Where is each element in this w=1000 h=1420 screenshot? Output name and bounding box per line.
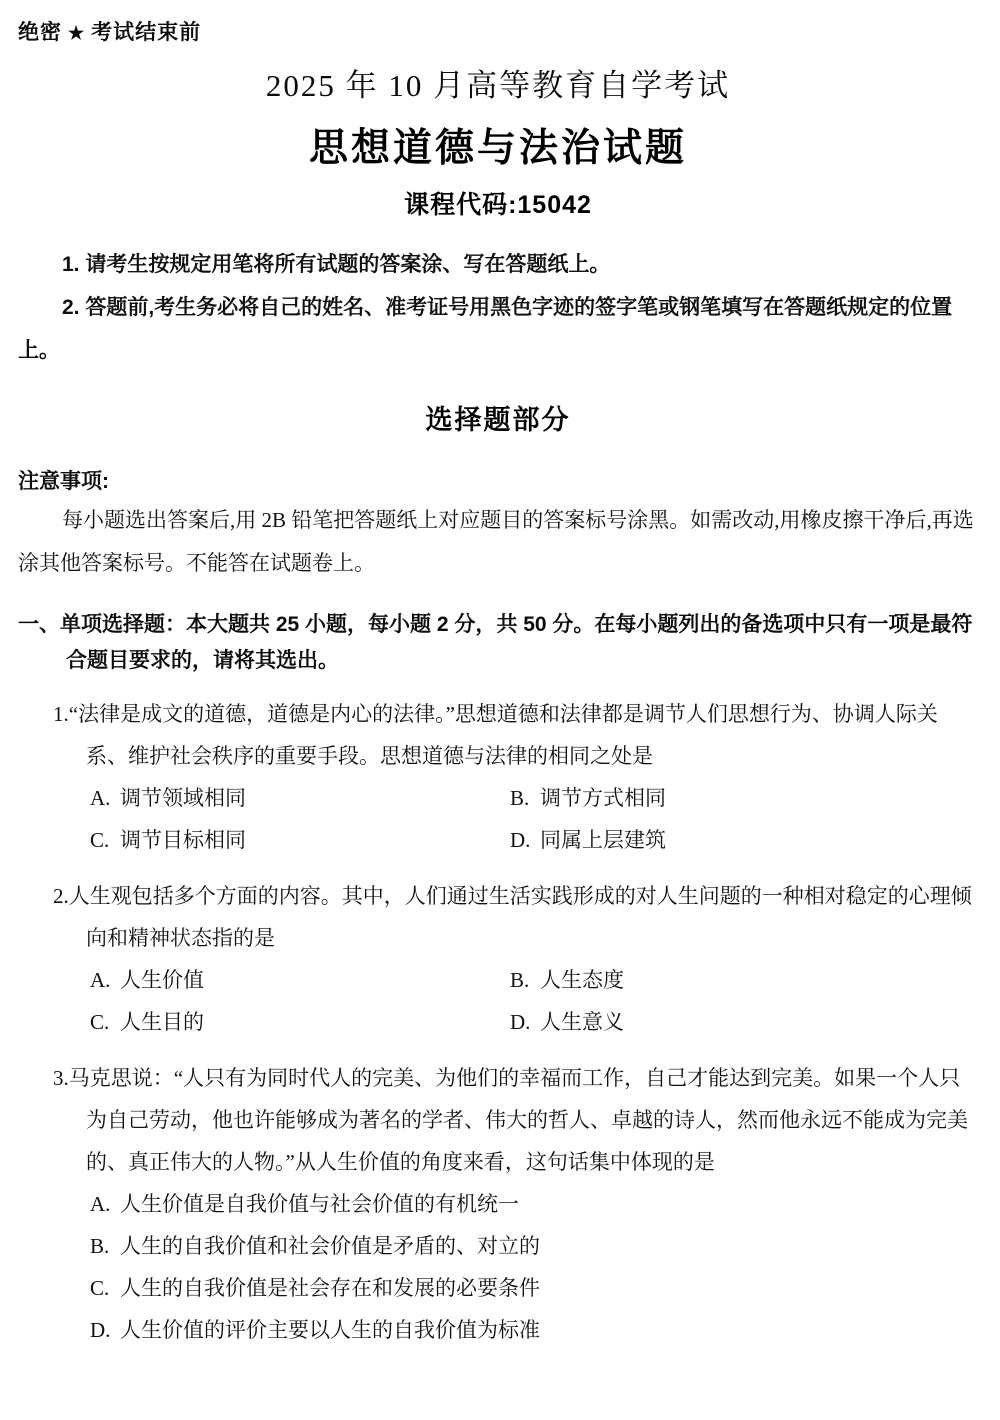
option-text: 调节领域相同: [120, 786, 246, 810]
secrecy-marker: [18, 0, 978, 46]
question-number: 3.: [53, 1066, 69, 1090]
option-row: [18, 1309, 978, 1351]
question-item: [18, 1057, 978, 1351]
question-number: 2.: [53, 884, 69, 908]
option-b[interactable]: [510, 777, 930, 819]
question-stem: [18, 693, 978, 777]
option-letter: B.: [90, 1234, 110, 1258]
option-text: 人生意义: [540, 1010, 624, 1034]
secrecy-suffix: 考试结束前: [91, 21, 202, 44]
paper-title: 思想道德与法治试题: [308, 127, 687, 170]
option-d[interactable]: [510, 819, 930, 861]
option-letter: B.: [510, 786, 530, 810]
exam-instructions: [18, 243, 978, 372]
option-letter: D.: [510, 828, 531, 852]
option-d[interactable]: [90, 1309, 540, 1351]
notice-block: [18, 465, 978, 585]
option-letter: B.: [510, 968, 530, 992]
option-d[interactable]: [510, 1001, 930, 1043]
option-letter: C.: [90, 1276, 110, 1300]
option-row: [18, 1225, 978, 1267]
question-group-heading: 一、单项选择题：本大题共 25 小题，每小题 2 分，共 50 分。在每小题列出的备选项中只有一项是最符合题目要求的，请将其选出。: [18, 613, 973, 672]
course-code: 课程代码:15042: [404, 191, 592, 219]
option-letter: A.: [90, 1192, 111, 1216]
secrecy-prefix: 绝密: [18, 21, 62, 44]
option-row: [18, 1001, 978, 1043]
option-text: 调节方式相同: [540, 786, 666, 810]
option-row: [18, 1267, 978, 1309]
question-stem: [18, 875, 978, 959]
option-text: 人生目的: [120, 1010, 204, 1034]
option-letter: C.: [90, 1010, 110, 1034]
question-number: 1.: [53, 702, 69, 726]
option-a[interactable]: [90, 1183, 519, 1225]
title-block: [18, 60, 978, 221]
question-text: 马克思说：“人只有为同时代人的完美、为他们的幸福而工作，自己才能达到完美。如果一个人只为自己劳动，他也许能够成为著名的学者、伟大的哲人、卓越的诗人，然而他永远不能成为完美的、真正伟大的人物。”从人生价值的角度来看，这句话集中体现的是: [68, 1066, 968, 1174]
question-stem: [18, 1057, 978, 1183]
option-row: [18, 819, 978, 861]
option-letter: D.: [90, 1318, 111, 1342]
option-text: 人生的自我价值是社会存在和发展的必要条件: [120, 1276, 540, 1300]
notice-body: 每小题选出答案后,用 2B 铅笔把答题纸上对应题目的答案标号涂黑。如需改动,用橡皮擦干净后,再选涂其他答案标号。不能答在试题卷上。: [18, 508, 974, 575]
question-text: “法律是成文的道德，道德是内心的法律。”思想道德和法律都是调节人们思想行为、协调人际关系、维护社会秩序的重要手段。思想道德与法律的相同之处是: [68, 702, 938, 768]
option-letter: C.: [90, 828, 110, 852]
option-b[interactable]: [510, 959, 930, 1001]
question-text: 人生观包括多个方面的内容。其中，人们通过生活实践形成的对人生问题的一种相对稳定的心理倾向和精神状态指的是: [68, 884, 972, 950]
instruction-item: 1. 请考生按规定用笔将所有试题的答案涂、写在答题纸上。: [62, 253, 611, 276]
option-row: [18, 959, 978, 1001]
option-text: 调节目标相同: [120, 828, 246, 852]
option-c[interactable]: [90, 1267, 540, 1309]
option-letter: D.: [510, 1010, 531, 1034]
question-item: [18, 875, 978, 1043]
section-heading: 选择题部分: [425, 405, 571, 435]
option-row: [18, 777, 978, 819]
option-letter: A.: [90, 786, 111, 810]
option-b[interactable]: [90, 1225, 540, 1267]
option-a[interactable]: [90, 959, 510, 1001]
exam-session-title: 2025 年 10 月高等教育自学考试: [265, 68, 731, 103]
option-text: 人生价值: [120, 968, 204, 992]
option-c[interactable]: [90, 1001, 510, 1043]
star-icon: ★: [68, 23, 86, 43]
option-text: 人生态度: [540, 968, 624, 992]
option-a[interactable]: [90, 777, 510, 819]
option-text: 人生的自我价值和社会价值是矛盾的、对立的: [120, 1234, 540, 1258]
option-text: 同属上层建筑: [540, 828, 666, 852]
option-text: 人生价值的评价主要以人生的自我价值为标准: [120, 1318, 540, 1342]
option-row: [18, 1183, 978, 1225]
notice-label: 注意事项:: [18, 470, 109, 493]
option-text: 人生价值是自我价值与社会价值的有机统一: [120, 1192, 519, 1216]
instruction-item: 2. 答题前,考生务必将自己的姓名、准考证号用黑色字迹的签字笔或钢笔填写在答题纸规定的位置上。: [18, 296, 953, 362]
question-item: [18, 693, 978, 861]
option-letter: A.: [90, 968, 111, 992]
option-c[interactable]: [90, 819, 510, 861]
